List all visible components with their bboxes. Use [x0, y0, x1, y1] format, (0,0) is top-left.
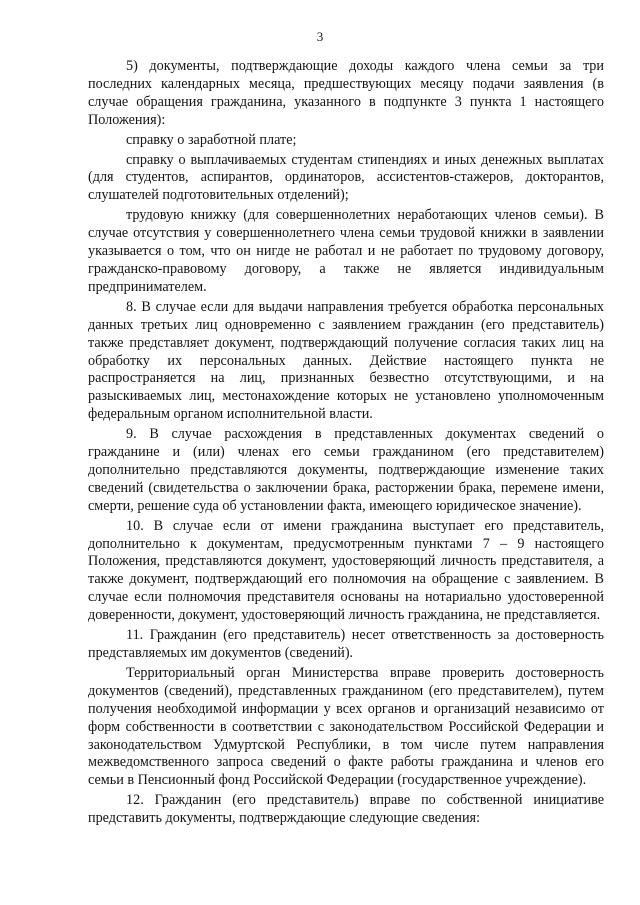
document-body [88, 58, 604, 830]
paragraph-clause-11: 11. Гражданин (его представитель) несет ответственность за достоверность представляемых им документов (сведений). [88, 627, 604, 661]
paragraph-stipend-certificate: справку о выплачиваемых студентам стипендиях и иных денежных выплатах (для студентов, аспирантов, ординаторов, ассистентов-стажеров, докторантов, слушателей подготовительных отделений); [88, 151, 604, 204]
page-number: 3 [316, 29, 324, 44]
paragraph-clause-12: 12. Гражданин (его представитель) вправе по собственной инициативе представить документы, подтверждающие следующие сведения: [88, 792, 604, 827]
paragraph-employment-record: трудовую книжку (для совершеннолетних неработающих членов семьи). В случае отсутствия у совершеннолетнего члена семьи трудовой книжки в заявлении указывается о том, что он нигде не работал и не работает по трудовому договору, гражданско-правовому договору, а также не является индивидуальным предпринимателем. [88, 207, 604, 295]
paragraph-territorial-body-verification: Территориальный орган Министерства вправе проверить достоверность документов (сведений), представленных гражданином (его представителем), путем получения необходимой информации у всех органов и организаций независимо от форм собственности в соответствии с законодательством Российской Федерации и законодательством Удмуртской Республики, в том числе путем направления межведомственного запроса сведений о факте работы гражданина и членов его семьи в Пенсионный фонд Российской Федерации (государственное учреждение). [88, 664, 604, 789]
paragraph-salary-certificate: справку о заработной плате; [126, 131, 297, 148]
paragraph-item-5-documents-income: 5) документы, подтверждающие доходы каждого члена семьи за три последних календарных месяца, предшествующих месяцу подачи заявления (в случае обращения гражданина, указанного в подпункте 3 пункта 1 настоящего Положения): [88, 58, 604, 128]
paragraph-clause-9: 9. В случае расхождения в представленных документах сведений о гражданине и (или) членах его семьи гражданином (его представителем) дополнительно представляются документы, подтверждающие изменение таких сведений (свидетельства о заключении брака, расторжении брака, перемене имени, смерти, решение суда об установлении факта, имеющего юридическое значение). [88, 426, 604, 514]
paragraph-clause-10: 10. В случае если от имени гражданина выступает его представитель, дополнительно к документам, предусмотренным пунктами 7 – 9 настоящего Положения, представляются документ, удостоверяющий личность представителя, а также документ, подтверждающий его полномочия на обращение с заявлением. В случае если полномочия представителя основаны на нотариально удостоверенной доверенности, документ, удостоверяющий личность гражданина, не представляется. [88, 517, 604, 624]
paragraph-clause-8: 8. В случае если для выдачи направления требуется обработка персональных данных третьих лиц одновременно с заявлением гражданин (его представитель) также представляет документ, подтверждающий получение согласия таких лиц на обработку их персональных данных. Действие настоящего пункта не распространяется на лиц, признанных безвестно отсутствующими, и на разыскиваемых лиц, местонахождение которых не установлено уполномоченным федеральным органом исполнительной власти. [88, 298, 604, 423]
